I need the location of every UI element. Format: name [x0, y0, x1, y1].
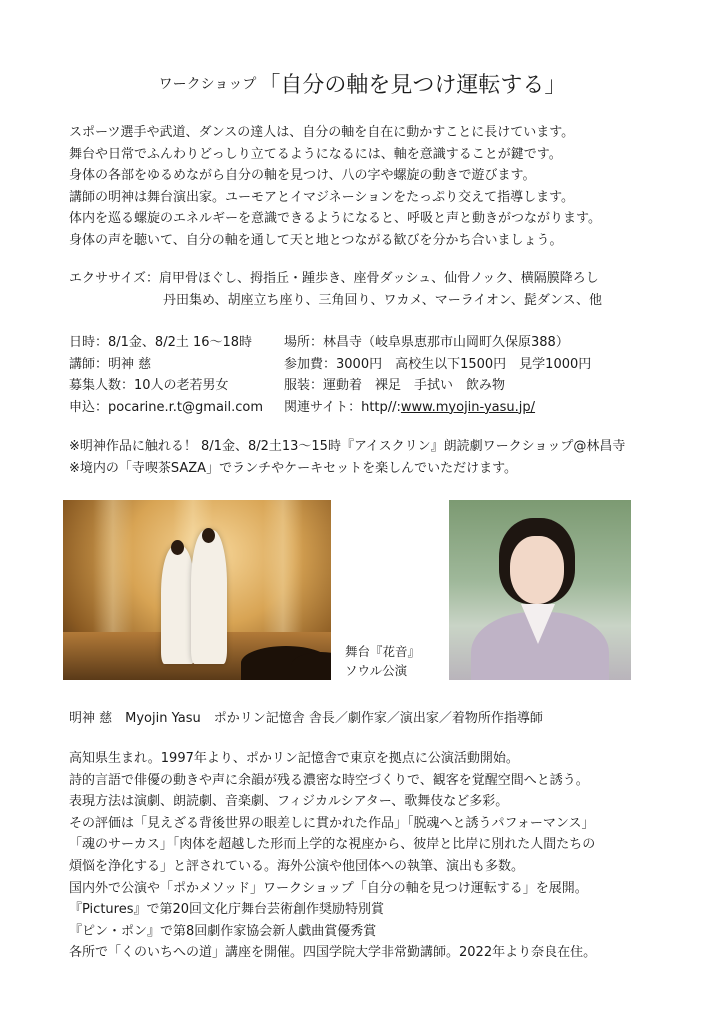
site-label: 関連サイト：http//:	[284, 399, 401, 415]
stage-photo	[63, 500, 331, 680]
note-line: ※明神作品に触れる！ 8/1金、8/2土13〜15時『アイスクリン』朗読劇ワークショップ@林昌寺	[69, 439, 626, 454]
photo-caption	[345, 642, 420, 680]
info-fee: 参加費：3000円 高校生以下1500円 見学1000円	[284, 356, 592, 372]
info-site	[284, 397, 535, 419]
bio-line: 「魂のサーカス」「肉体を超越した形而上学的な視座から、彼岸と比岸に別れた人間たちの	[69, 837, 596, 853]
bio-line: 詩的言語で俳優の動きや声に余韻が残る濃密な時空づくりで、観客を覚醒空間へと誘う。	[69, 772, 589, 788]
info-capacity: 募集人数：10人の老若男女	[69, 378, 229, 394]
intro-line: スポーツ選手や武道、ダンスの達人は、自分の軸を自在に動かすことに長けています。	[69, 125, 575, 140]
intro-line: 講師の明神は舞台演出家。ユーモアとイマジネーションをたっぷり交えて指導します。	[69, 189, 575, 205]
exercise-line-1: エクササイズ：肩甲骨ほぐし、拇指丘・踵歩き、座骨ダッシュ、仙骨ノック、横隔膜降ろし	[69, 271, 599, 286]
portrait-photo	[449, 500, 631, 680]
intro-line: 身体の声を聴いて、自分の軸を通して天と地とつながる歓びを分かち合いましょう。	[69, 232, 563, 248]
info-apply-email[interactable]: 申込：pocarine.r.t@gmail.com	[69, 399, 264, 415]
info-teacher: 講師：明神 慈	[69, 356, 152, 372]
bio-line: 国内外で公演や「ポかメソッド」ワークショップ「自分の軸を見つけ運転する」を展開。	[69, 880, 588, 896]
title-main: 「自分の軸を見つけ運転する」	[258, 73, 567, 98]
info-date: 日時：8/1金、8/2土 16〜18時	[69, 335, 253, 350]
bio-header: 明神 慈 Myojin Yasu ポかリン記憶舎 舎長／劇作家／演出家／着物所作指導師	[69, 711, 543, 726]
intro-paragraph	[69, 122, 601, 252]
intro-line: 舞台や日常でふんわりどっしり立てるようになるには、軸を意識することが鍵です。	[69, 146, 562, 162]
bio-line: 表現方法は演劇、朗読劇、音楽劇、フィジカルシアター、歌舞伎など多彩。	[69, 794, 509, 810]
info-clothing: 服装：運動着 裸足 手拭い 飲み物	[284, 378, 506, 394]
intro-line: 身体の各部をゆるめながら自分の軸を見つけ、八の字や螺旋の動きで遊びます。	[69, 168, 536, 184]
bio-line: その評価は「見えざる背後世界の眼差しに貫かれた作品」「脱魂へと誘うパフォーマンス」	[69, 815, 595, 831]
page-title	[0, 68, 725, 99]
bio-line: 煩悩を浄化する」と評されている。海外公演や他団体への執筆、演出も多数。	[69, 858, 525, 874]
bio-line: 『ピン・ポン』で第8回劇作家協会新人戯曲賞優秀賞	[69, 923, 377, 939]
bio-paragraph	[69, 748, 596, 964]
bio-line: 『Pictures』で第20回文化庁舞台芸術創作奨励特別賞	[69, 902, 385, 918]
site-link[interactable]: www.myojin-yasu.jp/	[400, 399, 536, 415]
bio-line: 高知県生まれ。1997年より、ポかリン記憶舎で東京を拠点に公演活動開始。	[69, 751, 519, 766]
intro-line: 体内を巡る螺旋のエネルギーを意識できるようになると、呼吸と声と動きがつながります。	[69, 211, 601, 227]
event-info	[69, 332, 591, 418]
note-line: ※境内の「寺喫茶SAZA」でランチやケーキセットを楽しんでいただけます。	[69, 460, 518, 476]
caption-line: ソウル公演	[345, 663, 408, 678]
notes	[69, 436, 625, 479]
bio-line: 各所で「くのいちへの道」講座を開催。四国学院大学非常勤講師。2022年より奈良在住。	[69, 945, 597, 961]
caption-line: 舞台『花音』	[345, 644, 421, 659]
info-place: 場所：林昌寺（岐阜県恵那市山岡町久保原388）	[284, 335, 569, 350]
title-prefix: ワークショップ	[158, 76, 257, 93]
exercise-line-2: 丹田集め、胡座立ち座り、三角回り、ワカメ、マーライオン、髭ダンス、他	[163, 292, 603, 308]
